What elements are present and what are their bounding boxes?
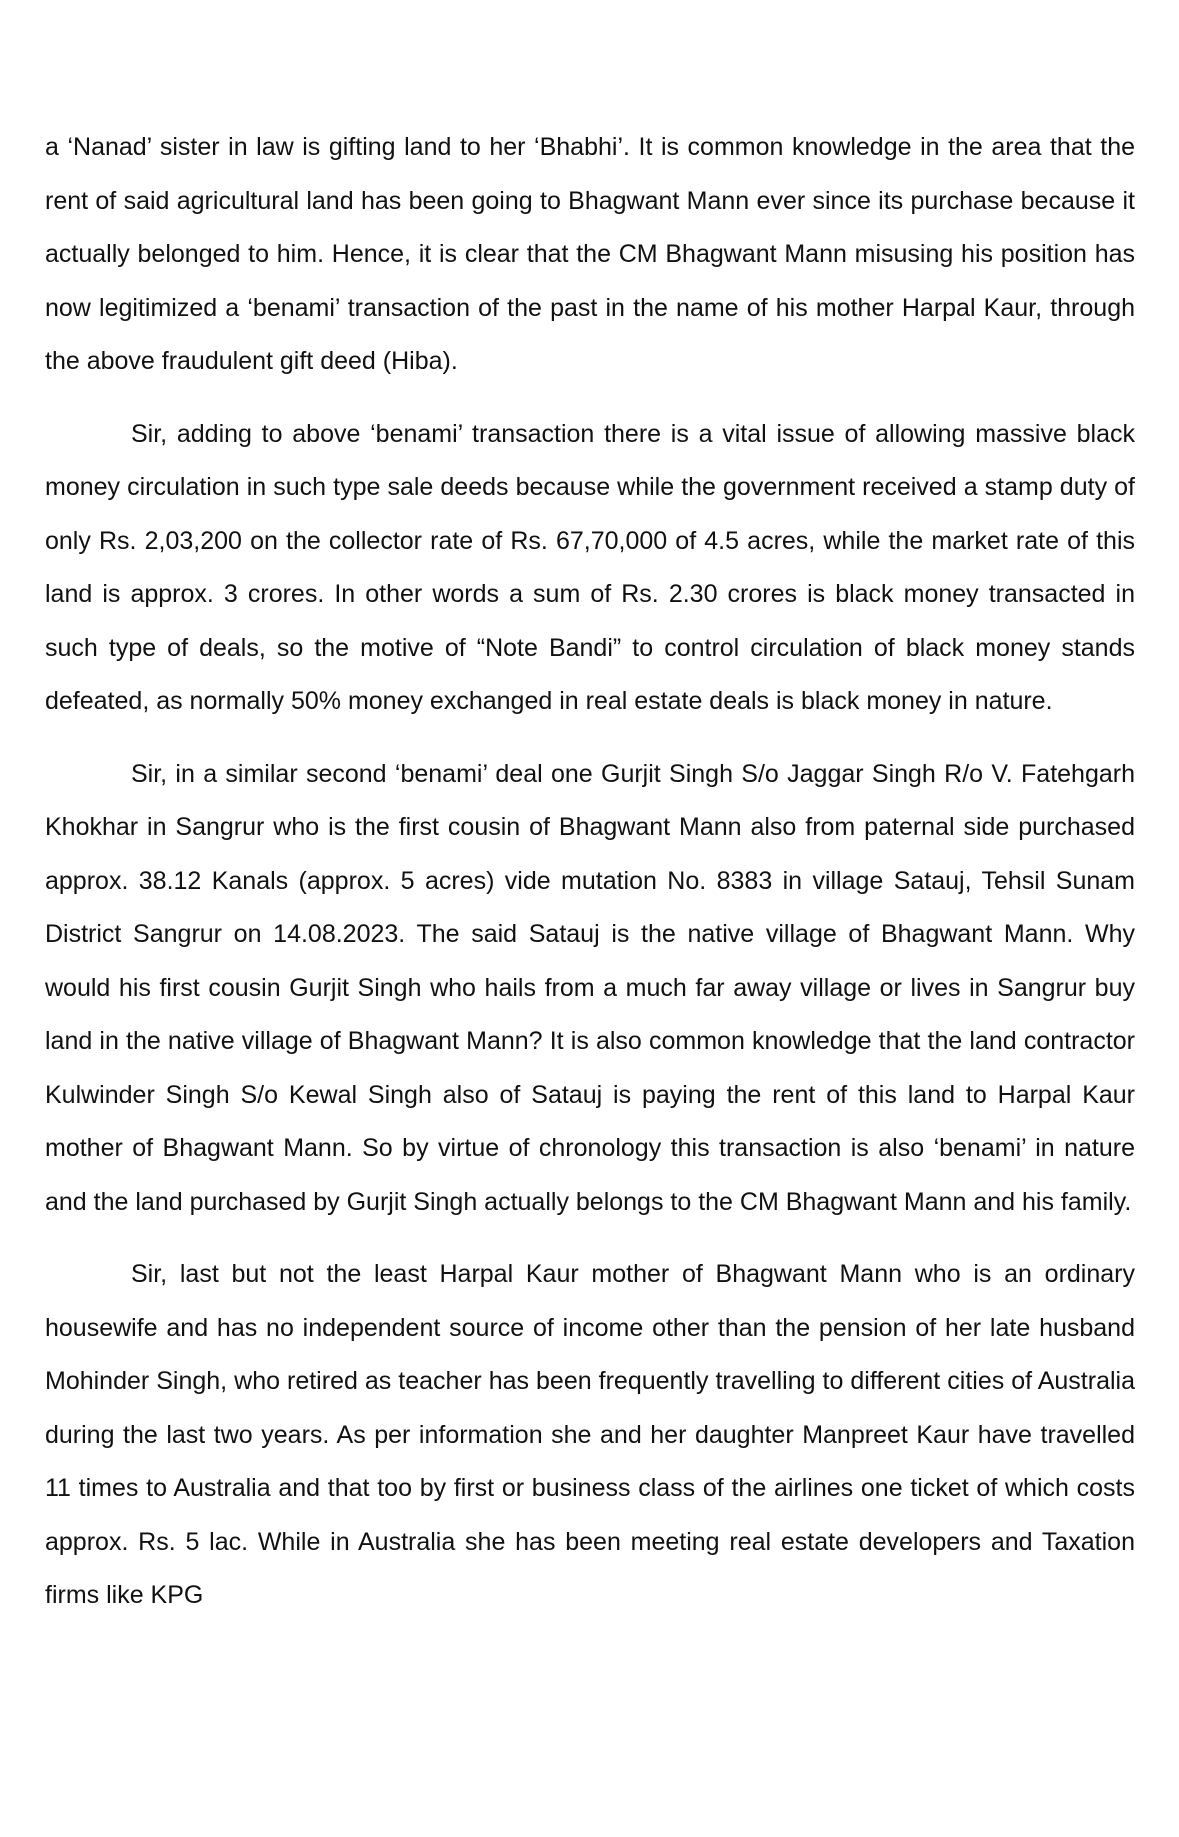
document-body — [45, 125, 1135, 1642]
paragraph-australia-travel: Sir, last but not the least Harpal Kaur mother of Bhagwant Mann who is an ordinary housewife and has no independent source of income other than the pension of her late husband Mohinder Singh, who retired as teacher has been frequently travelling to different cities of Australia during the last two years. As per information she and her daughter Manpreet Kaur have travelled 11 times to Australia and that too by first or business class of the airlines one ticket of which costs approx. Rs. 5 lac. While in Australia she has been meeting real estate developers and Taxation firms like KPG — [45, 1260, 1135, 1609]
paragraph-second-benami-deal: Sir, in a similar second ‘benami’ deal one Gurjit Singh S/o Jaggar Singh R/o V. Fatehgarh Khokhar in Sangrur who is the first cousin of Bhagwant Mann also from paternal side purchased approx. 38.12 Kanals (approx. 5 acres) vide mutation No. 8383 in village Satauj, Tehsil Sunam District Sangrur on 14.08.2023. The said Satauj is the native village of Bhagwant Mann. Why would his first cousin Gurjit Singh who hails from a much far away village or lives in Sangrur buy land in the native village of Bhagwant Mann? It is also common knowledge that the land contractor Kulwinder Singh S/o Kewal Singh also of Satauj is paying the rent of this land to Harpal Kaur mother of Bhagwant Mann. So by virtue of chronology this transaction is also ‘benami’ in nature and the land purchased by Gurjit Singh actually belongs to the CM Bhagwant Mann and his family. — [45, 759, 1135, 1216]
paragraph-black-money: Sir, adding to above ‘benami’ transaction there is a vital issue of allowing massive black money circulation in such type sale deeds because while the government received a stamp duty of only Rs. 2,03,200 on the collector rate of Rs. 67,70,000 of 4.5 acres, while the market rate of this land is approx. 3 crores. In other words a sum of Rs. 2.30 crores is black money transacted in such type of deals, so the motive of “Note Bandi” to control circulation of black money stands defeated, as normally 50% money exchanged in real estate deals is black money in nature. — [45, 419, 1135, 715]
paragraph-continuation: a ‘Nanad’ sister in law is gifting land to her ‘Bhabhi’. It is common knowledge in the area that the rent of said agricultural land has been going to Bhagwant Mann ever since its purchase because it actually belonged to him. Hence, it is clear that the CM Bhagwant Mann misusing his position has now legitimized a ‘benami’ transaction of the past in the name of his mother Harpal Kaur, through the above fraudulent gift deed (Hiba). — [45, 133, 1135, 375]
